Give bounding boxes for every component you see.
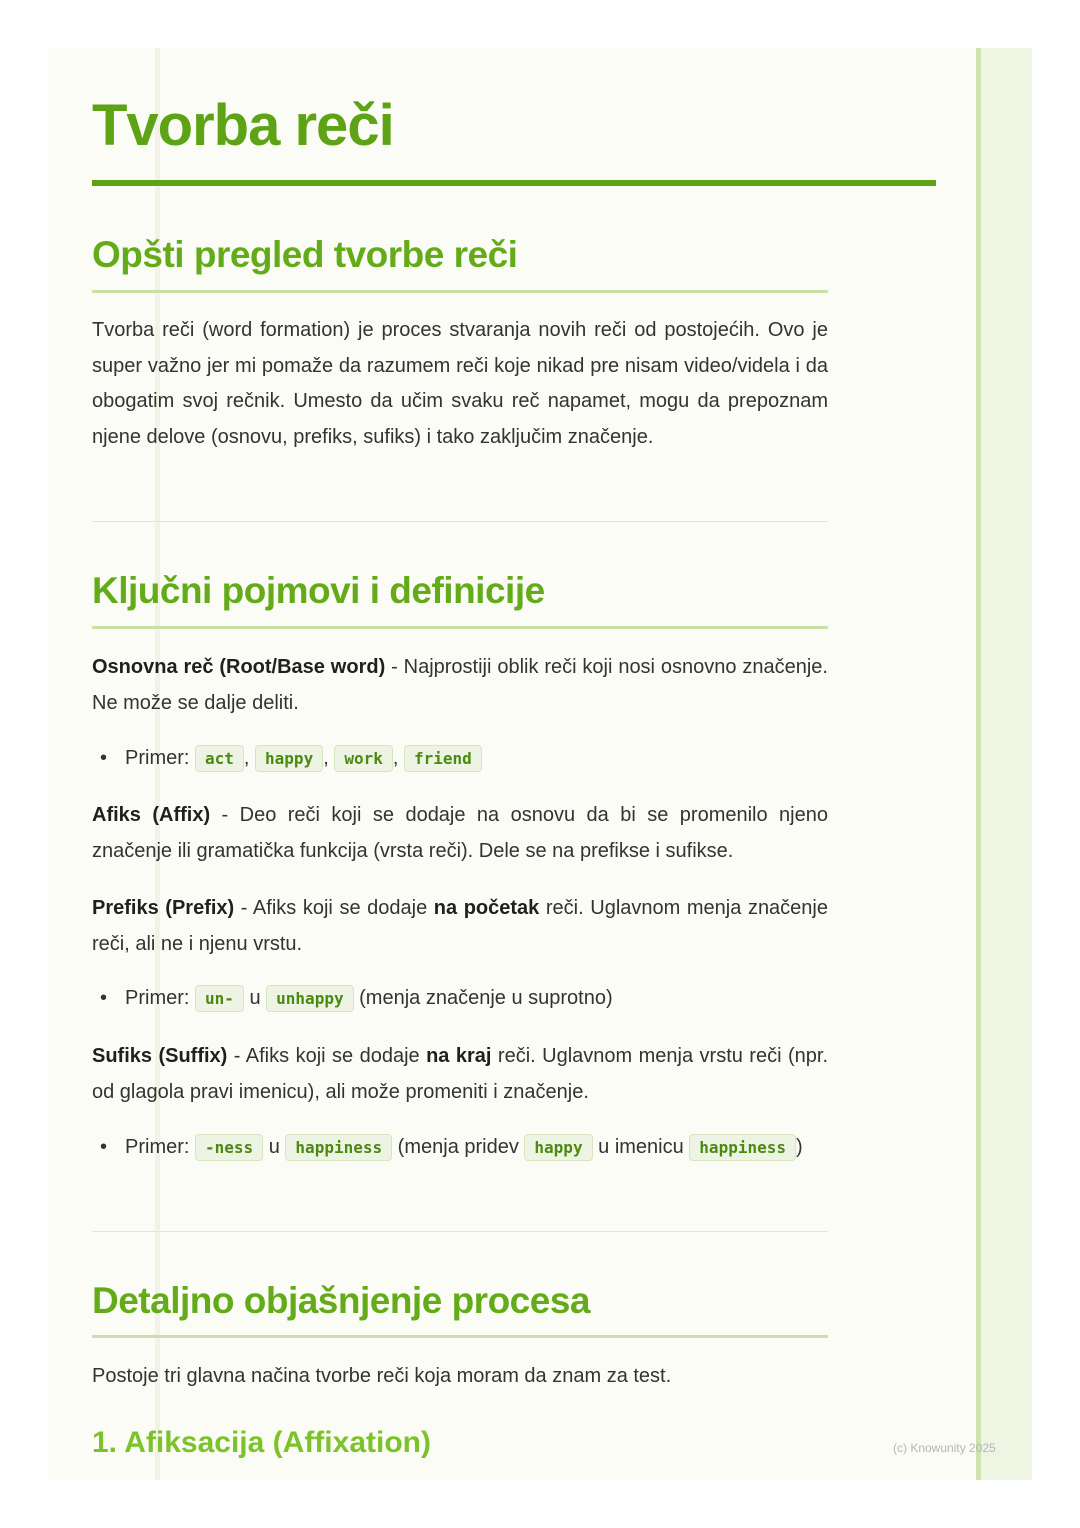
code-example: work [334, 745, 393, 772]
process-heading: Detaljno objašnjenje procesa [92, 1280, 590, 1321]
footer-copyright: (c) Knowunity 2025 [893, 1441, 996, 1455]
bullet-icon: • [100, 747, 108, 769]
prefix-emphasis: na početak [433, 897, 540, 919]
root-definition-text: - Najprostiji oblik reči koji nosi osnovno značenje. Ne može se dalje deliti. [92, 656, 828, 714]
example-note: (menja značenje u suprotno) [353, 987, 613, 1009]
suffix-definition [92, 1039, 828, 1110]
section-separator [92, 1231, 828, 1232]
example-connector: u [263, 1136, 286, 1158]
suffix-definition-text: - Afiks koji se dodaje [227, 1045, 427, 1067]
code-example: -ness [195, 1134, 263, 1161]
prefix-definition [92, 891, 828, 962]
overview-heading: Opšti pregled tvorbe reči [92, 234, 518, 275]
document-page [48, 48, 1032, 1480]
example-note: (menja pridev [392, 1136, 525, 1158]
affix-definition [92, 798, 828, 869]
example-note: u imenicu [592, 1136, 690, 1158]
separator-comma: , [323, 747, 335, 769]
affix-term: Afiks (Affix) [92, 804, 211, 826]
title-rule [92, 180, 936, 186]
root-definition [92, 650, 828, 721]
example-label: Primer: [125, 987, 195, 1009]
sidebar-rule [976, 48, 981, 1480]
concepts-heading-rule [92, 626, 828, 629]
example-connector: u [243, 987, 267, 1009]
overview-paragraph: Tvorba reči (word formation) je proces stvaranja novih reči od postojećih. Ovo je super važno jer mi pomaže da razumem reči koje nikad pre nisam video/videla i da obogatim svoj rečnik. Umesto da učim svaku reč napamet, mogu da prepoznam njene delove (osnovu, prefiks, sufiks) i tako zaključim značenje. [92, 319, 828, 448]
page-title: Tvorba reči [92, 93, 394, 158]
root-term: Osnovna reč (Root/Base word) [92, 656, 386, 678]
overview-heading-rule [92, 290, 828, 293]
bullet-icon: • [100, 1136, 108, 1158]
prefix-definition-text: - Afiks koji se dodaje [234, 897, 434, 919]
example-label: Primer: [125, 1136, 195, 1158]
separator-comma: , [392, 747, 404, 769]
right-sidebar [976, 48, 1032, 1480]
process-heading-rule [92, 1335, 828, 1338]
code-example: act [195, 745, 244, 772]
affix-definition-text: - Deo reči koji se dodaje na osnovu da bi se promenilo njeno značenje ili gramatička funkcija (vrsta reči). Dele se na prefikse i sufikse. [92, 804, 828, 862]
suffix-emphasis: na kraj [426, 1045, 492, 1067]
suffix-definition-text: reči. Uglavnom menja vrstu reči (npr. od glagola pravi imenicu), ali može promeniti i značenje. [92, 1045, 828, 1103]
affixation-subheading: 1. Afiksacija (Affixation) [92, 1426, 431, 1459]
prefix-term: Prefiks (Prefix) [92, 897, 235, 919]
example-label: Primer: [125, 747, 195, 769]
suffix-term: Sufiks (Suffix) [92, 1045, 228, 1067]
code-example: unhappy [266, 985, 353, 1012]
code-example: happy [255, 745, 323, 772]
section-separator [92, 521, 828, 522]
example-note: ) [796, 1136, 803, 1158]
root-example-item [100, 741, 820, 777]
code-example: happiness [689, 1134, 796, 1161]
process-paragraph: Postoje tri glavna načina tvorbe reči koja moram da znam za test. [92, 1365, 672, 1387]
prefix-definition-text: reči. Uglavnom menja značenje reči, ali ne i njenu vrstu. [92, 897, 828, 955]
bullet-icon: • [100, 987, 108, 1009]
separator-comma: , [243, 747, 256, 769]
prefix-example-item [100, 981, 820, 1017]
code-example: happiness [285, 1134, 392, 1161]
suffix-example-item [100, 1130, 820, 1165]
concepts-heading: Ključni pojmovi i definicije [92, 570, 545, 611]
code-example: friend [404, 745, 482, 772]
code-example: happy [524, 1134, 592, 1161]
code-example: un- [195, 985, 244, 1012]
